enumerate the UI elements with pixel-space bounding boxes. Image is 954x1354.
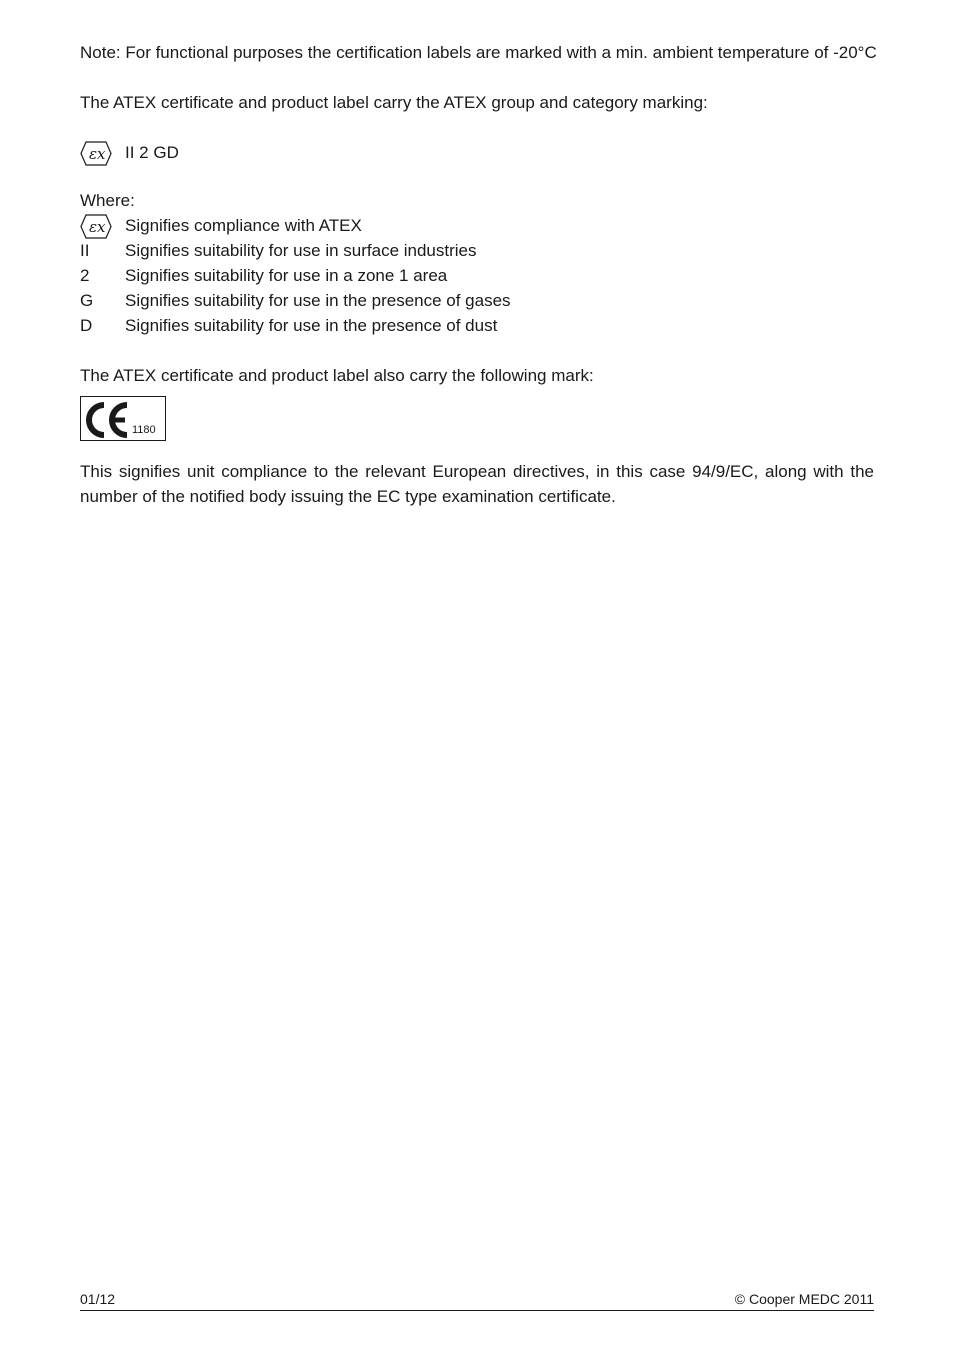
list-item-text: Signifies compliance with ATEX: [125, 216, 362, 235]
svg-text:εx: εx: [89, 144, 106, 163]
list-item-key: 2: [80, 266, 90, 285]
where-heading: Where:: [80, 191, 135, 210]
where-list: [80, 213, 874, 338]
mark-intro-paragraph: The ATEX certificate and product label also carry the following mark:: [80, 366, 594, 385]
ex-hexagon-icon: [80, 140, 125, 166]
ex-hexagon-icon: [80, 213, 125, 239]
ce-mark-icon: [84, 401, 130, 439]
list-item: [80, 288, 874, 313]
list-item-text: Signifies suitability for use in surface industries: [125, 241, 477, 260]
list-item: [80, 263, 874, 288]
svg-text:εx: εx: [89, 217, 106, 236]
document-body: [80, 40, 877, 509]
footer-date: 01/12: [80, 1291, 116, 1307]
ce-mark-box: [80, 396, 166, 441]
page-footer: [80, 1290, 874, 1311]
notified-body-number: 1180: [132, 424, 156, 436]
marking-code: II 2 GD: [125, 143, 179, 162]
compliance-paragraph: This signifies unit compliance to the relevant European directives, in this case 94/9/EC, along with the number of the notified body issuing the EC type examination certificate.: [80, 462, 874, 506]
footer-copyright: © Cooper MEDC 2011: [734, 1291, 874, 1307]
list-item-key: II: [80, 241, 90, 260]
atex-marking: [80, 140, 874, 165]
list-item-text: Signifies suitability for use in a zone 1 area: [125, 266, 448, 285]
list-item: [80, 313, 874, 338]
list-item: [80, 213, 874, 238]
list-item-key: D: [80, 316, 93, 335]
list-item-text: Signifies suitability for use in the presence of dust: [125, 316, 498, 335]
note-paragraph: Note: For functional purposes the certification labels are marked with a min. ambient temperature of -20°C: [80, 43, 877, 62]
atex-intro-paragraph: The ATEX certificate and product label carry the ATEX group and category marking:: [80, 93, 708, 112]
list-item-text: Signifies suitability for use in the presence of gases: [125, 291, 511, 310]
list-item-key: G: [80, 291, 94, 310]
list-item: [80, 238, 874, 263]
